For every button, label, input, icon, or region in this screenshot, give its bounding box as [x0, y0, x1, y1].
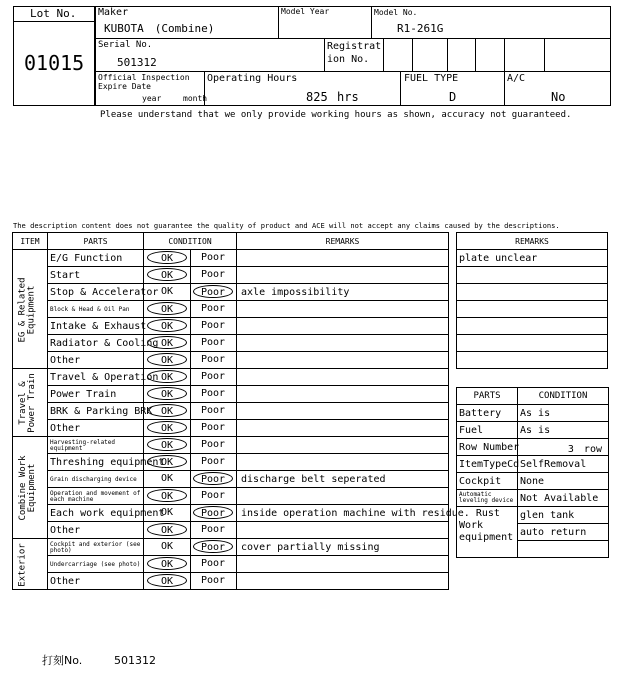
ok-selected-mark: OK: [147, 370, 187, 383]
poor-option: Poor: [200, 388, 226, 399]
table-row: [13, 454, 449, 471]
poor-option: Poor: [200, 354, 226, 365]
remark-cell: [237, 250, 449, 267]
poor-option: Poor: [200, 320, 226, 331]
auto-leveling-label: [457, 490, 518, 507]
ok-selected-mark: OK: [147, 387, 187, 400]
item-group-cell: [13, 539, 48, 590]
remark-cell: [237, 352, 449, 369]
side-parts-row: [457, 405, 609, 422]
stamp-no-label: 打刻No.: [42, 654, 83, 667]
poor-cell: [191, 250, 237, 267]
part-name: [48, 318, 147, 335]
poor-option: Poor: [200, 524, 226, 535]
work-equipment-value: glen tank: [518, 507, 609, 524]
disclaimer: The description content does not guarantee the quality of product and ACE will not accept any claims caused by the descriptions.: [13, 221, 560, 230]
part-label: Stop & Accelerator: [50, 286, 159, 298]
part-label: Block & Head & Oil Pan: [50, 305, 130, 313]
ok-cell: [144, 420, 191, 437]
poor-option: Poor: [200, 456, 226, 467]
ok-cell: [144, 352, 191, 369]
part-label: Other: [50, 354, 81, 366]
table-row: [13, 284, 449, 301]
side-parts-header: PARTS: [457, 388, 518, 405]
side-remarks-row: [457, 352, 608, 369]
serial-value: 501312: [117, 56, 157, 69]
ac-value: No: [551, 90, 566, 104]
ok-selected-mark: OK: [147, 489, 187, 502]
poor-cell: [191, 437, 237, 454]
side-parts-row: [457, 473, 609, 490]
part-label: Harvesting-related equipment: [50, 438, 116, 452]
part-label: Start: [50, 269, 81, 281]
remark-cell: [237, 403, 449, 420]
ok-cell: [144, 386, 191, 403]
ok-selected-mark: OK: [147, 455, 187, 468]
item-group-label: Combine Work Equipment: [17, 455, 37, 521]
side-part-name: Fuel: [457, 422, 518, 439]
ok-selected-mark: OK: [147, 557, 187, 570]
table-row: [13, 386, 449, 403]
maker-label: Maker: [98, 7, 129, 18]
ok-cell: [144, 318, 191, 335]
model-no-value: R1-261G: [397, 22, 444, 35]
side-remarks-row: [457, 301, 608, 318]
ok-selected-mark: OK: [147, 421, 187, 434]
work-equipment-label: Work equipment: [457, 507, 518, 558]
condition-header: CONDITION: [144, 233, 237, 250]
ok-selected-mark: OK: [147, 319, 187, 332]
remark-cell: [237, 420, 449, 437]
ok-cell: [144, 335, 191, 352]
ok-cell: [144, 488, 191, 505]
side-remarks-table: [456, 232, 608, 369]
side-remarks-header: REMARKS: [457, 233, 608, 250]
side-parts-row: [457, 456, 609, 473]
ok-cell: [144, 471, 191, 488]
poor-cell: [191, 369, 237, 386]
table-row: [13, 403, 449, 420]
ok-selected-mark: OK: [147, 302, 187, 315]
ok-selected-mark: OK: [147, 353, 187, 366]
item-header: ITEM: [13, 233, 48, 250]
part-name: [48, 505, 165, 522]
ok-cell: [144, 250, 191, 267]
table-row: [13, 335, 449, 352]
remark-cell: [237, 318, 449, 335]
poor-cell: [191, 301, 237, 318]
part-label: E/G Function: [50, 252, 123, 264]
side-remark-cell: [457, 318, 608, 335]
part-label: Radiator & Cooling: [50, 337, 159, 349]
ok-cell: [144, 437, 191, 454]
auto-leveling-row: [457, 490, 609, 507]
poor-option: Poor: [200, 371, 226, 382]
poor-option: Poor: [200, 490, 226, 501]
ok-option: OK: [160, 473, 174, 484]
model-year-label: Model Year: [281, 7, 330, 16]
part-name: [48, 335, 159, 352]
side-remark-cell: [457, 284, 608, 301]
poor-selected-mark: Poor: [193, 506, 233, 519]
part-label: BRK & Parking BRK: [50, 405, 153, 417]
ok-cell: [144, 284, 191, 301]
registration-label: Registrat ion No.: [327, 41, 382, 65]
side-part-condition: As is: [518, 405, 609, 422]
table-row: [13, 420, 449, 437]
inspection-table-header: [13, 233, 449, 250]
month-label: month: [183, 94, 208, 103]
part-label: Other: [50, 422, 81, 434]
part-name: [48, 301, 144, 318]
poor-cell: [191, 403, 237, 420]
ok-cell: [144, 556, 191, 573]
poor-cell: [191, 522, 237, 539]
ok-cell: [144, 505, 191, 522]
poor-cell: [191, 284, 237, 301]
poor-option: Poor: [200, 405, 226, 416]
part-name: [48, 454, 165, 471]
poor-cell: [191, 454, 237, 471]
remark-cell: [237, 301, 449, 318]
ok-cell: [144, 539, 191, 556]
auto-leveling-text: Automatic leveling device: [459, 490, 514, 504]
poor-option: Poor: [200, 337, 226, 348]
table-row: [13, 250, 449, 267]
side-condition-header: CONDITION: [518, 388, 609, 405]
side-part-name: Row Number: [457, 439, 518, 456]
poor-cell: [191, 420, 237, 437]
part-name: [48, 471, 144, 488]
part-name: [48, 352, 144, 369]
part-label: Each work equipment: [50, 507, 165, 519]
remark-cell: [237, 488, 449, 505]
part-label: Grain discharging device: [50, 475, 137, 483]
poor-option: Poor: [200, 439, 226, 450]
remark-cell: [237, 369, 449, 386]
part-name: [48, 522, 144, 539]
lot-no-value: 01015: [24, 51, 85, 75]
stamp-no-value: 501312: [114, 654, 156, 667]
part-label: Other: [50, 524, 81, 536]
part-label: Travel & Operation: [50, 371, 159, 383]
table-row: [13, 318, 449, 335]
ok-selected-mark: OK: [147, 336, 187, 349]
remark-cell: [237, 437, 449, 454]
part-label: Other: [50, 575, 81, 587]
ok-option: OK: [160, 286, 174, 297]
side-part-name: Cockpit: [457, 473, 518, 490]
remark-cell: [237, 386, 449, 403]
side-parts-table: [456, 387, 609, 558]
remarks-header: REMARKS: [237, 233, 449, 250]
part-name: [48, 437, 144, 454]
remark-cell: [237, 335, 449, 352]
table-row: [13, 369, 449, 386]
part-label: Undercarriage (see photo): [50, 560, 141, 568]
ok-option: OK: [160, 507, 174, 518]
poor-selected-mark: Poor: [193, 472, 233, 485]
item-group-label: Travel & Power Train: [17, 373, 37, 433]
part-name: [48, 386, 144, 403]
table-row: [13, 488, 449, 505]
hours-note: Please understand that we only provide working hours as shown, accuracy not guaranteed.: [100, 110, 572, 120]
part-label: Intake & Exhaust: [50, 320, 147, 332]
part-name: [48, 556, 144, 573]
part-name: [48, 420, 144, 437]
remark-cell: axle impossibility: [237, 284, 449, 301]
table-row: [13, 556, 449, 573]
operating-hours-label: Operating Hours: [207, 73, 298, 84]
side-remarks-row: [457, 284, 608, 301]
side-remarks-row: [457, 250, 608, 267]
remark-cell: discharge belt seperated: [237, 471, 449, 488]
side-remark-cell: [457, 335, 608, 352]
table-row: [13, 573, 449, 590]
side-part-name: ItemTypeCd: [457, 456, 518, 473]
part-name: [48, 403, 153, 420]
remark-cell: [237, 454, 449, 471]
ok-cell: [144, 301, 191, 318]
remark-cell: cover partially missing: [237, 539, 449, 556]
ok-selected-mark: OK: [147, 523, 187, 536]
fuel-type-label: FUEL TYPE: [404, 73, 459, 84]
item-group-label: Exterior: [17, 542, 28, 587]
part-name: [48, 267, 144, 284]
remark-cell: [237, 556, 449, 573]
table-row: [13, 352, 449, 369]
maker-value: KUBOTA (Combine): [104, 22, 215, 35]
table-row: [13, 539, 449, 556]
part-label: Threshing equipment: [50, 456, 165, 468]
poor-option: Poor: [200, 303, 226, 314]
work-equipment-row: [457, 507, 609, 524]
poor-cell: [191, 352, 237, 369]
side-parts-row: [457, 439, 609, 456]
ok-selected-mark: OK: [147, 268, 187, 281]
poor-option: Poor: [200, 252, 226, 263]
lot-no-label: Lot No.: [30, 7, 77, 20]
ok-selected-mark: OK: [147, 574, 187, 587]
side-part-name: Battery: [457, 405, 518, 422]
side-remarks-row: [457, 267, 608, 284]
official-inspection-label: Official Inspection Expire Date: [98, 73, 190, 92]
side-remark-cell: plate unclear: [457, 250, 608, 267]
side-parts-row: [457, 422, 609, 439]
work-equipment-value: [518, 541, 609, 558]
remark-cell: [237, 573, 449, 590]
table-row: [13, 471, 449, 488]
poor-option: Poor: [200, 575, 226, 586]
poor-option: Poor: [200, 269, 226, 280]
remark-cell: [237, 522, 449, 539]
serial-label: Serial No.: [98, 40, 153, 50]
table-row: [13, 437, 449, 454]
ok-cell: [144, 573, 191, 590]
side-remark-cell: [457, 301, 608, 318]
part-name: [48, 250, 144, 267]
table-row: [13, 267, 449, 284]
side-remark-cell: [457, 352, 608, 369]
ok-selected-mark: OK: [147, 438, 187, 451]
operating-hours-value: 825: [306, 90, 328, 104]
fuel-type-value: D: [449, 90, 457, 104]
poor-cell: [191, 471, 237, 488]
ok-option: OK: [160, 541, 174, 552]
part-name: [48, 573, 144, 590]
poor-cell: [191, 488, 237, 505]
side-remark-cell: [457, 267, 608, 284]
poor-cell: [191, 318, 237, 335]
item-group-cell: [13, 369, 48, 437]
poor-cell: [191, 505, 237, 522]
operating-hours-unit: hrs: [337, 90, 359, 104]
part-name: [48, 369, 159, 386]
part-name: [48, 284, 159, 301]
model-no-label: Model No.: [374, 8, 418, 17]
part-name: [48, 539, 144, 556]
table-row: [13, 301, 449, 318]
part-name: [48, 488, 144, 505]
part-label: Power Train: [50, 388, 117, 400]
poor-cell: [191, 386, 237, 403]
poor-cell: [191, 573, 237, 590]
remark-cell: inside operation machine with residue. Rust: [237, 505, 449, 522]
side-remarks-row: [457, 318, 608, 335]
side-part-condition: None: [518, 473, 609, 490]
poor-cell: [191, 267, 237, 284]
part-label: Cockpit and exterior (see photo): [50, 540, 141, 554]
ok-cell: [144, 267, 191, 284]
ac-label: A/C: [507, 73, 526, 84]
poor-cell: [191, 335, 237, 352]
ok-cell: [144, 369, 191, 386]
poor-option: Poor: [200, 558, 226, 569]
poor-cell: [191, 539, 237, 556]
remark-cell: [237, 267, 449, 284]
ok-cell: [144, 454, 191, 471]
poor-option: Poor: [200, 422, 226, 433]
ok-selected-mark: OK: [147, 251, 187, 264]
work-equipment-value: auto return: [518, 524, 609, 541]
year-label: year: [142, 94, 162, 103]
table-row: [13, 522, 449, 539]
item-group-label: EG & Related Equipment: [17, 276, 37, 343]
side-part-condition: 3 row: [518, 439, 609, 456]
poor-selected-mark: Poor: [193, 285, 233, 298]
part-label: Operation and movement of each machine: [50, 489, 141, 503]
parts-header: PARTS: [48, 233, 144, 250]
item-group-cell: [13, 250, 48, 369]
ok-cell: [144, 403, 191, 420]
auto-leveling-value: Not Available: [518, 490, 609, 507]
ok-selected-mark: OK: [147, 404, 187, 417]
item-group-cell: [13, 437, 48, 539]
poor-cell: [191, 556, 237, 573]
side-part-condition: SelfRemoval: [518, 456, 609, 473]
table-row: [13, 505, 449, 522]
side-part-condition: As is: [518, 422, 609, 439]
ok-cell: [144, 522, 191, 539]
poor-selected-mark: Poor: [193, 540, 233, 553]
side-remarks-row: [457, 335, 608, 352]
